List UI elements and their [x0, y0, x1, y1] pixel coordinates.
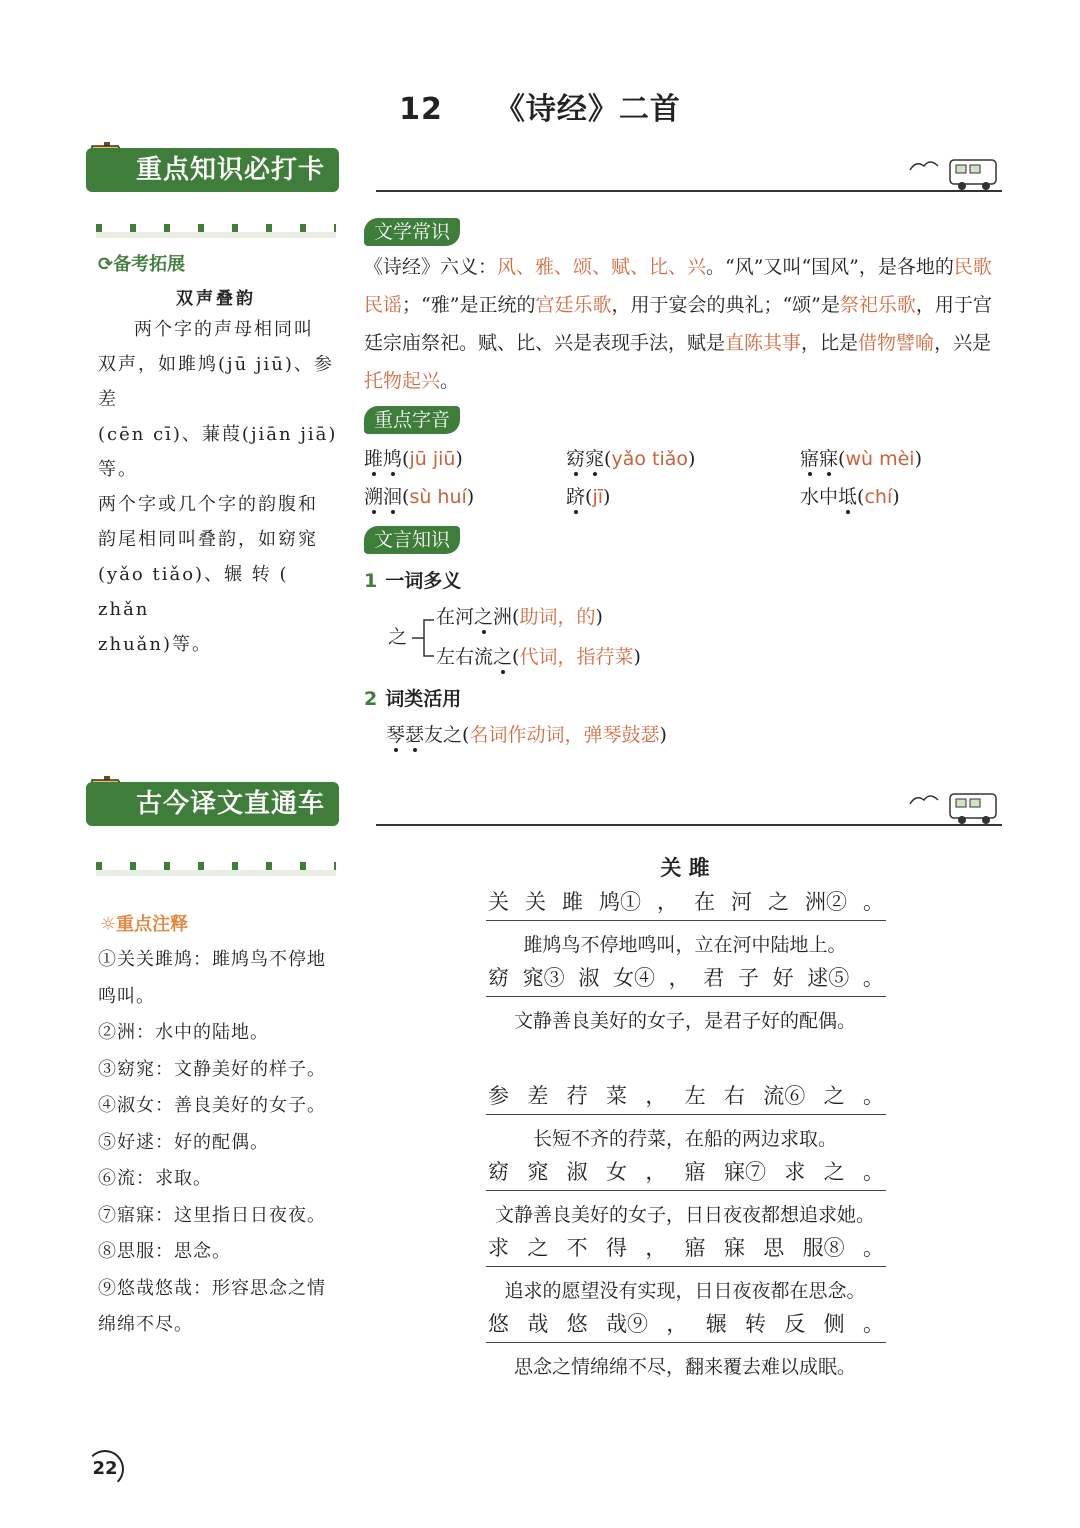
pron-item-6: 水中坻(chí): [800, 486, 900, 508]
poem-char: 女: [605, 1160, 627, 1184]
poem-char: 悠: [566, 1312, 588, 1336]
page-title: [0, 84, 1080, 128]
poem-char: 哉⑨: [605, 1312, 648, 1336]
poem-char: 流⑥: [763, 1084, 806, 1108]
translation-banner: [86, 782, 1002, 828]
pron-item-3: 寤寐(wù mèi): [800, 448, 922, 470]
poem-char: 之: [527, 1236, 549, 1260]
poem-char: 寐: [723, 1236, 745, 1260]
poem-char: 君: [703, 966, 725, 990]
poem-char: 之: [823, 1084, 845, 1108]
poem-char: 哉: [527, 1312, 549, 1336]
camper-icon: [906, 148, 1002, 192]
sun-icon: ☼: [100, 914, 117, 935]
poem-char: 女④: [612, 966, 655, 990]
poem-char: ，: [668, 966, 690, 990]
note-item: ②洲：水中的陆地。: [98, 1022, 269, 1043]
tag-literature: 文学常识: [364, 218, 460, 246]
poem-char: 辗: [705, 1312, 727, 1336]
text-segment: 。“风”又叫“国风”，是各地的: [706, 256, 954, 278]
note-item: ⑧思服：思念。: [98, 1241, 231, 1262]
zhi-item-2: 左右流之(代词，指荇菜): [436, 646, 641, 668]
banner-title: 重点知识必打卡: [86, 148, 339, 192]
poem-char: 侧: [823, 1312, 845, 1336]
poem-char: 。: [862, 1312, 884, 1336]
poem-line: [486, 1308, 886, 1343]
lesson-title: 《诗经》二首: [494, 92, 681, 127]
poem-char: ，: [645, 1160, 667, 1184]
poem-char: 雎: [562, 890, 583, 914]
tag-pronunciation: 重点字音: [364, 406, 460, 434]
pron-item-1: 雎鸠(jū jiū): [364, 448, 463, 470]
poem-char: 服⑧: [802, 1236, 845, 1260]
poem-translation: 雎鸠鸟不停地鸣叫，立在河中陆地上。: [523, 934, 847, 956]
poem-char: 得: [605, 1236, 627, 1260]
notes-list: [98, 942, 348, 1344]
poem-char: 窈: [488, 1160, 509, 1184]
poem-char: 窈: [488, 966, 509, 990]
text-segment: 。: [440, 370, 460, 392]
text-segment: ，用于宴会的典礼；“颂”是: [611, 294, 840, 316]
bracket-icon: [410, 612, 436, 664]
poem-char: 河: [731, 890, 752, 914]
poem-char: ，: [657, 890, 678, 914]
poem-char: 。: [862, 1236, 884, 1260]
pron-item-2: 窈窕(yǎo tiǎo): [566, 448, 696, 470]
knowledge-banner: [86, 148, 1002, 194]
poem-translation: 思念之情绵绵不尽，翻来覆去难以成眠。: [513, 1356, 856, 1378]
highlight-term: 民歌民谣: [364, 256, 992, 316]
poem-char: 窕: [527, 1160, 549, 1184]
tag-classical: 文言知识: [364, 526, 460, 554]
poem-char: 。: [862, 966, 884, 990]
poem-char: 荇: [566, 1084, 588, 1108]
sidebar-text: 两个字的声母相同叫 双声，如雎鸠(jū jiū)、参差 (cēn cī)、蒹葭(jiān jiā)等。 两个字或几个字的韵腹和 韵尾相同叫叠韵，如窈窕 (yǎo tiǎo)、辗 转 ( zhǎn zhuǎn)等。: [98, 319, 338, 655]
pron-item-4: 溯洄(sù huí): [364, 486, 475, 508]
note-item: 绵绵不尽。: [98, 1314, 193, 1335]
sub-polysemy: 1 一词多义: [364, 570, 462, 592]
poem-char: 不: [566, 1236, 588, 1260]
poem-char: 在: [694, 890, 715, 914]
note-item: ⑤好逑：好的配偶。: [98, 1131, 269, 1153]
camper-icon: [906, 782, 1002, 826]
poem-char: 洲②: [805, 890, 847, 914]
poem-char: 逑⑤: [807, 966, 850, 990]
sidebar-dots: [96, 224, 336, 238]
zhi-item-1: 在河之洲(助词，的): [436, 606, 603, 628]
poem-char: 转: [744, 1312, 766, 1336]
lesson-number: 12: [399, 92, 443, 127]
poem-char: 右: [723, 1084, 745, 1108]
poem-char: 寤: [684, 1160, 706, 1184]
poem-char: 参: [488, 1084, 509, 1108]
note-item: ④淑女：善良美好的女子。: [98, 1095, 326, 1116]
poem-line: [486, 886, 886, 921]
highlight-term: 直陈其事: [725, 332, 802, 354]
poem-char: 菜: [605, 1084, 627, 1108]
highlight-term: 宫廷乐歌: [535, 294, 612, 316]
note-item: ⑥流：求取。: [98, 1168, 212, 1189]
poem-line: [486, 962, 886, 997]
highlight-term: 借物譬喻: [858, 332, 935, 354]
poem-char: 悠: [488, 1312, 509, 1336]
poem-char: 鸠①: [599, 890, 641, 914]
text-segment: 《诗经》六义：: [364, 256, 498, 278]
literature-text: [364, 248, 1004, 400]
poem-char: 寐⑦: [723, 1160, 766, 1184]
sidebar-heading-exam: ⟳备考拓展: [98, 254, 186, 275]
poem-char: 淑: [578, 966, 600, 990]
note-item: ⑦寤寐：这里指日日夜夜。: [98, 1204, 326, 1226]
note-item: ③窈窕：文静美好的样子。: [98, 1058, 326, 1080]
sidebar-subtitle: 双声叠韵: [176, 289, 256, 309]
text-segment: ，兴是: [934, 332, 992, 354]
note-item: ⑨悠哉悠哉：形容思念之情: [98, 1277, 326, 1299]
poem-char: 之: [823, 1160, 845, 1184]
poem-char: 淑: [566, 1160, 588, 1184]
poem-char: 寤: [684, 1236, 706, 1260]
poem-char: 求: [488, 1236, 509, 1260]
poem-translation: 文静善良美好的女子，日日夜夜都想追求她。: [494, 1204, 875, 1226]
poem-char: ，: [666, 1312, 688, 1336]
refresh-icon: ⟳: [98, 254, 114, 275]
poem-char: 求: [784, 1160, 806, 1184]
highlight-term: 祭祀乐歌: [839, 294, 916, 316]
poem-char: 窕③: [522, 966, 565, 990]
poem-char: 差: [527, 1084, 549, 1108]
poem-char: 之: [768, 890, 789, 914]
poem-char: 好: [772, 966, 794, 990]
text-segment: ；“雅”是正统的: [402, 294, 536, 316]
text-segment: ，用于宫廷宗庙祭祀。赋、比、兴是表现手法，赋是: [364, 294, 992, 354]
poem-char: ，: [645, 1084, 667, 1108]
sub-word-class: 2 词类活用: [364, 688, 462, 710]
poem-translation: 长短不齐的荇菜，在船的两边求取。: [532, 1128, 837, 1150]
text-segment: ，比是: [801, 332, 859, 354]
note-item: ①关关雎鸠：雎鸠鸟不停地: [98, 949, 326, 970]
poem-char: 。: [862, 1084, 884, 1108]
highlight-term: 托物起兴: [364, 370, 441, 392]
poem-line: [486, 1080, 886, 1115]
poem-char: 关: [525, 890, 546, 914]
poem-char: 。: [862, 1160, 884, 1184]
poem-translation: 文静善良美好的女子，是君子好的配偶。: [513, 1010, 856, 1032]
usage-item: 琴瑟友之(名词作动词，弹琴鼓瑟): [386, 724, 667, 746]
poem-char: 。: [863, 890, 884, 914]
sidebar-heading-notes: ☼重点注释: [100, 914, 189, 935]
poem-translation: 追求的愿望没有实现，日日夜夜都在思念。: [504, 1280, 866, 1302]
poem-char: ，: [645, 1236, 667, 1260]
poem-char: 子: [737, 966, 759, 990]
page-number: 22: [86, 1450, 124, 1488]
poem-title: 关 雎: [660, 856, 710, 880]
highlight-term: 风、雅、颂、赋、比、兴: [497, 256, 707, 278]
pron-item-5: 跻(jī): [566, 486, 611, 508]
poem-char: 左: [684, 1084, 706, 1108]
poem-char: 反: [784, 1312, 806, 1336]
banner-title: 古今译文直通车: [86, 782, 339, 826]
poem-line: [486, 1156, 886, 1191]
poem-char: 思: [763, 1236, 785, 1260]
sidebar-dots: [96, 862, 336, 876]
poem-char: 关: [488, 890, 509, 914]
zhi-char: 之: [388, 626, 408, 648]
note-item: 鸣叫。: [98, 985, 155, 1007]
poem-line: [486, 1232, 886, 1267]
